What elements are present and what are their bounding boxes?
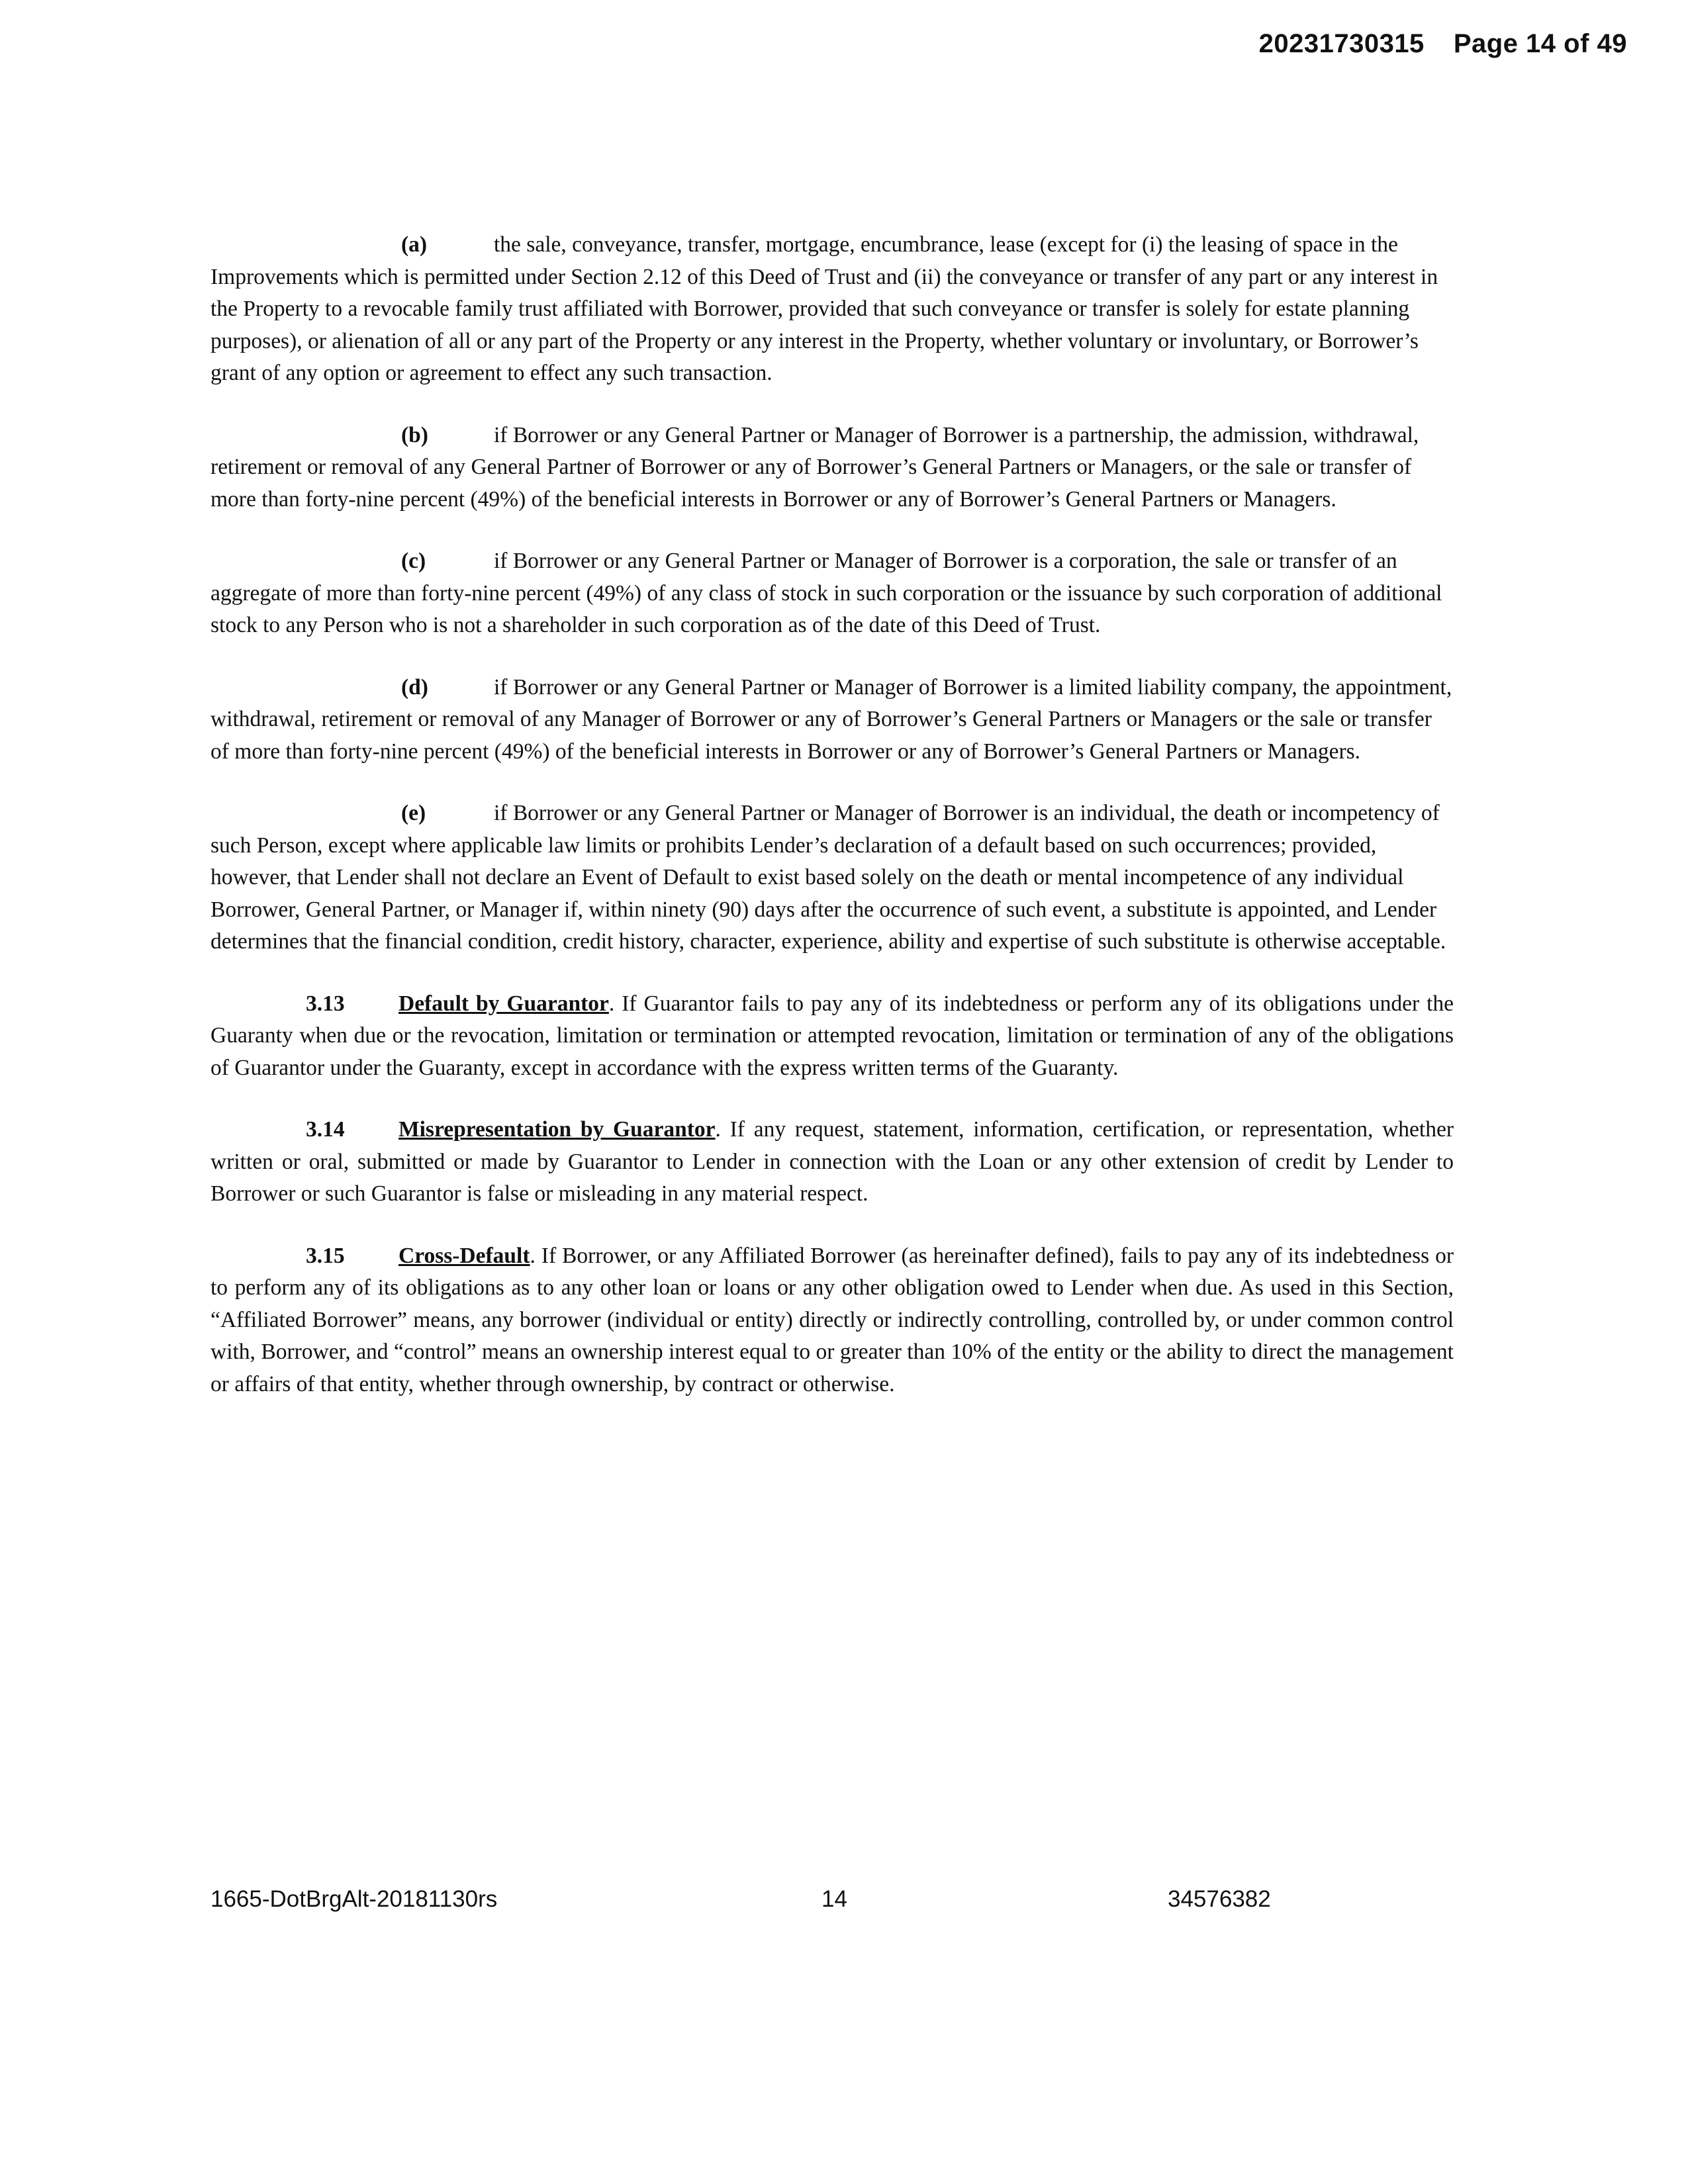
subsection-marker: (e): [401, 801, 426, 825]
subsection-text: if Borrower or any General Partner or Manager of Borrower is a partnership, the admission, withdrawal, retirement or removal of any General Partner of Borrower or any of Borrower’s General Partners or Managers, or the sale or transfer of more than forty-nine percent (49%) of the beneficial interests in Borrower or any of Borrower’s General Partners or Managers.: [211, 422, 1419, 512]
page-label: Page 14 of 49: [1453, 29, 1627, 58]
subsection-c: [211, 545, 1454, 642]
section-number: 3.14: [306, 1117, 345, 1142]
recording-stamp: [1259, 29, 1627, 59]
subsection-text: if Borrower or any General Partner or Manager of Borrower is an individual, the death or incompetency of such Person, except where applicable law limits or prohibits Lender’s declaration of a default based on such occurrences; provided, however, that Lender shall not declare an Event of Default to exist based solely on the death or mental incompetence of any individual Borrower, General Partner, or Manager if, within ninety (90) days after the occurrence of such event, a substitute is appointed, and Lender determines that the financial condition, credit history, character, experience, ability and expertise of such substitute is otherwise acceptable.: [211, 801, 1446, 954]
section-3-15: [211, 1240, 1454, 1401]
footer-doc-id: 34576382: [1168, 1886, 1271, 1912]
section-text: . If any request, statement, information, certification, or representation, whether written or oral, submitted or made by Guarantor to Lender in connection with the Loan or any other extension of credit by Lender to Borrower or such Guarantor is false or misleading in any material respect.: [211, 1117, 1454, 1206]
subsection-a: [211, 229, 1454, 390]
subsection-b: [211, 420, 1454, 516]
subsection-e: [211, 797, 1454, 958]
section-3-13: [211, 988, 1454, 1085]
subsection-text: if Borrower or any General Partner or Manager of Borrower is a corporation, the sale or transfer of an aggregate of more than forty-nine percent (49%) of any class of stock in such corporation or the issuance by such corporation of additional stock to any Person who is not a shareholder in such corporation as of the date of this Deed of Trust.: [211, 549, 1442, 637]
section-text: . If Borrower, or any Affiliated Borrower (as hereinafter defined), fails to pay any of its indebtedness or to perform any of its obligations as to any other loan or loans or any other obligation owed to Lender when due. As used in this Section, “Affiliated Borrower” means, any borrower (individual or entity) directly or indirectly controlling, controlled by, or under common control with, Borrower, and “control” means an ownership interest equal to or greater than 10% of the entity or the ability to direct the management or affairs of that entity, whether through ownership, by contract or otherwise.: [211, 1243, 1454, 1396]
subsection-marker: (a): [401, 232, 428, 257]
footer-page-number: 14: [821, 1886, 847, 1912]
subsection-text: if Borrower or any General Partner or Manager of Borrower is a limited liability company, the appointment, withdrawal, retirement or removal of any Manager of Borrower or any of Borrower’s General Partners or Managers or the sale or transfer of more than forty-nine percent (49%) of the beneficial interests in Borrower or any of Borrower’s General Partners or Managers.: [211, 674, 1452, 764]
section-number: 3.13: [306, 991, 345, 1016]
footer-doc-code: 1665-DotBrgAlt-20181130rs: [211, 1886, 498, 1912]
section-text: . If Guarantor fails to pay any of its indebtedness or perform any of its obligations under the Guaranty when due or the revocation, limitation or termination or attempted revocation, limitation or termination of any of the obligations of Guarantor under the Guaranty, except in accordance with the express written terms of the Guaranty.: [211, 991, 1454, 1080]
section-heading: Cross-Default: [399, 1243, 530, 1268]
document-body: [211, 229, 1454, 1430]
subsection-marker: (d): [401, 674, 428, 700]
subsection-text: the sale, conveyance, transfer, mortgage, encumbrance, lease (except for (i) the leasing of space in the Improvements which is permitted under Section 2.12 of this Deed of Trust and (ii) the conveyance or transfer of any part or any interest in the Property to a revocable family trust affiliated with Borrower, provided that such conveyance or transfer is solely for estate planning purposes), or alienation of all or any part of the Property or any interest in the Property, whether voluntary or involuntary, or Borrower’s grant of any option or agreement to effect any such transaction.: [211, 232, 1438, 385]
subsection-marker: (c): [401, 549, 426, 573]
section-heading: Default by Guarantor: [399, 991, 609, 1016]
section-3-14: [211, 1114, 1454, 1210]
section-heading: Misrepresentation by Guarantor: [399, 1117, 716, 1142]
section-number: 3.15: [306, 1243, 345, 1268]
subsection-d: [211, 672, 1454, 768]
recording-number: 20231730315: [1258, 29, 1425, 58]
subsection-marker: (b): [401, 422, 428, 447]
